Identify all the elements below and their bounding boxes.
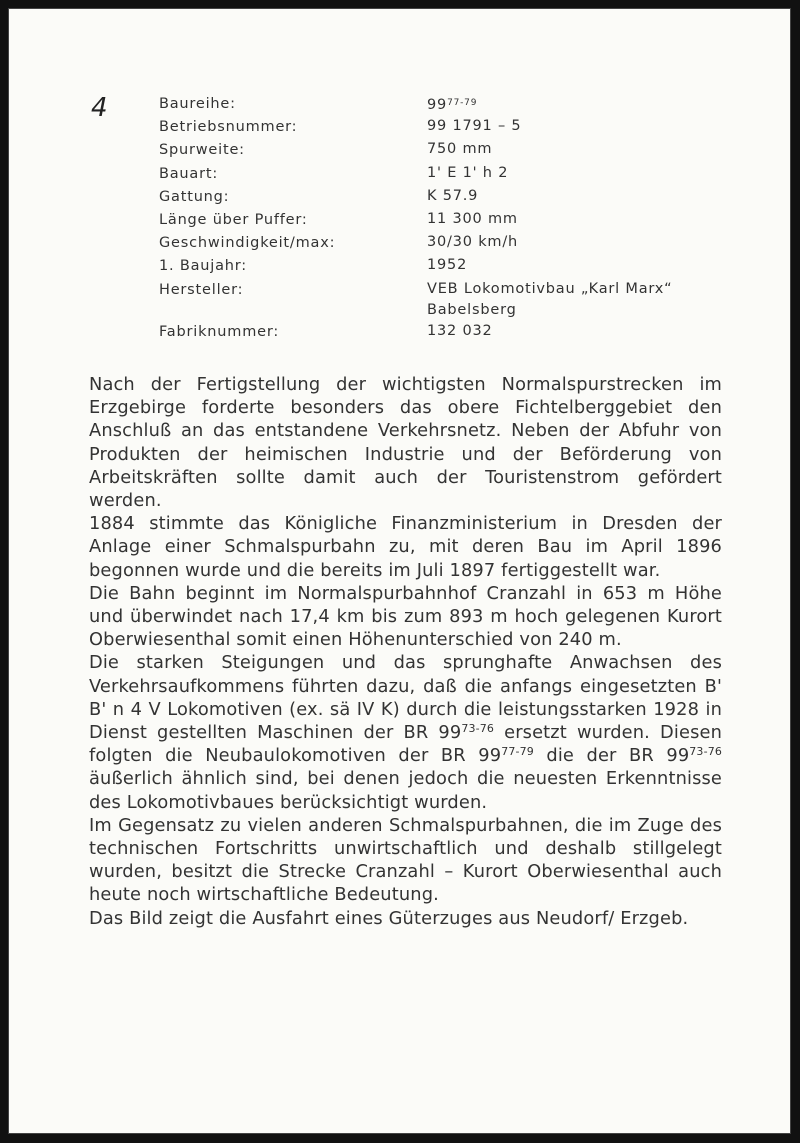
spec-label: Baureihe: [159, 96, 236, 112]
paragraph: Die Bahn beginnt im Normalspurbahnhof Cranzahl in 653 m Höhe und überwindet nach 17,4 km bis zum 893 m hoch gelegenen Kurort Oberwiesenthal somit einen Höhenunterschied von 240 m. [89, 582, 722, 651]
spec-row [159, 186, 672, 209]
paragraph-part: die der BR 99 [533, 745, 690, 767]
spec-value: K 57.9 [427, 187, 479, 204]
paragraph: Das Bild zeigt die Ausfahrt eines Güterzuges aus Neudorf/ Erzgeb. [89, 907, 689, 929]
superscript: 73-76 [461, 722, 495, 736]
paragraph [89, 651, 722, 813]
spec-label: Länge über Puffer: [159, 211, 308, 228]
spec-row [159, 93, 672, 116]
paragraph-part: Die starken Steigungen und das sprunghafte Anwachsen des Verkehrsaufkommens führten dazu, daß die anfangs eingesetzten B' B' n 4 V Lokomotiven (ex. sä IV K) durch die leistungsstarken 1928 in Dienst gestellten Maschinen der BR 99 [89, 652, 722, 744]
spec-label: 1. Baujahr: [159, 258, 247, 275]
spec-value-sup: 77-79 [447, 98, 478, 108]
spec-value: 30/30 km/h [427, 234, 518, 251]
card-number: 4 [91, 93, 108, 123]
spec-value: 1' E 1' h 2 [427, 164, 509, 181]
spec-row [159, 232, 672, 255]
postcard-back [8, 8, 791, 1134]
superscript: 77-79 [501, 745, 534, 759]
spec-value-line2: Babelsberg [427, 301, 517, 318]
spec-label: Betriebsnummer: [159, 119, 298, 136]
spec-label: Geschwindigkeit/max: [159, 235, 336, 252]
paragraph: 1884 stimmte das Königliche Finanzministerium in Dresden der Anlage einer Schmalspurbahn zu, mit deren Bau im April 1896 begonnen wurde und die bereits im Juli 1897 fertiggestellt war. [89, 513, 722, 581]
paragraph: Nach der Fertigstellung der wichtigsten Normalspurstrecken im Erzgebirge forderte besonders das obere Fichtelberggebiet den Anschluß an das entstandene Verkehrsnetz. Neben der Abfuhr von Produkten der heimischen Industrie und der Beförderung von Arbeitskräften sollte damit auch der Touristenstrom gefördert werden. [89, 374, 722, 512]
spec-value-line1: VEB Lokomotivbau „Karl Marx“ [427, 280, 673, 297]
spec-label: Hersteller: [159, 281, 244, 298]
spec-row [159, 321, 672, 344]
spec-label: Gattung: [159, 188, 230, 205]
spec-row [159, 116, 672, 139]
spec-label: Spurweite: [159, 142, 245, 159]
spec-row [159, 163, 672, 186]
superscript: 73-76 [689, 745, 722, 759]
spec-row [159, 139, 672, 162]
spec-value: 99 1791 – 5 [427, 118, 522, 135]
spec-label: Bauart: [159, 165, 219, 182]
spec-value: 132 032 [427, 322, 493, 339]
paragraph-part: äußerlich ähnlich sind, bei denen jedoch die neuesten Erkenntnisse des Lokomotivbaues berücksichtigt wurden. [89, 768, 722, 813]
spec-row [159, 255, 672, 278]
spec-value: 1952 [427, 257, 468, 274]
spec-value: 11 300 mm [427, 210, 518, 227]
paragraph-part: ersetzt wurden. Diesen folgten die Neubaulokomotiven der BR 99 [89, 722, 722, 767]
description-text [89, 373, 722, 930]
spec-value-text: 99 [427, 97, 448, 113]
spec-table [159, 93, 672, 344]
spec-value [427, 93, 672, 116]
spec-value [427, 279, 672, 321]
spec-value: 750 mm [427, 141, 493, 158]
spec-label: Fabriknummer: [159, 323, 280, 340]
spec-row [159, 279, 672, 321]
spec-row [159, 209, 672, 232]
paragraph: Im Gegensatz zu vielen anderen Schmalspurbahnen, die im Zuge des technischen Fortschritts unwirtschaftlich und deshalb stillgelegt wurden, besitzt die Strecke Cranzahl – Kurort Oberwiesenthal auch heute noch wirtschaftliche Bedeutung. [89, 814, 722, 906]
